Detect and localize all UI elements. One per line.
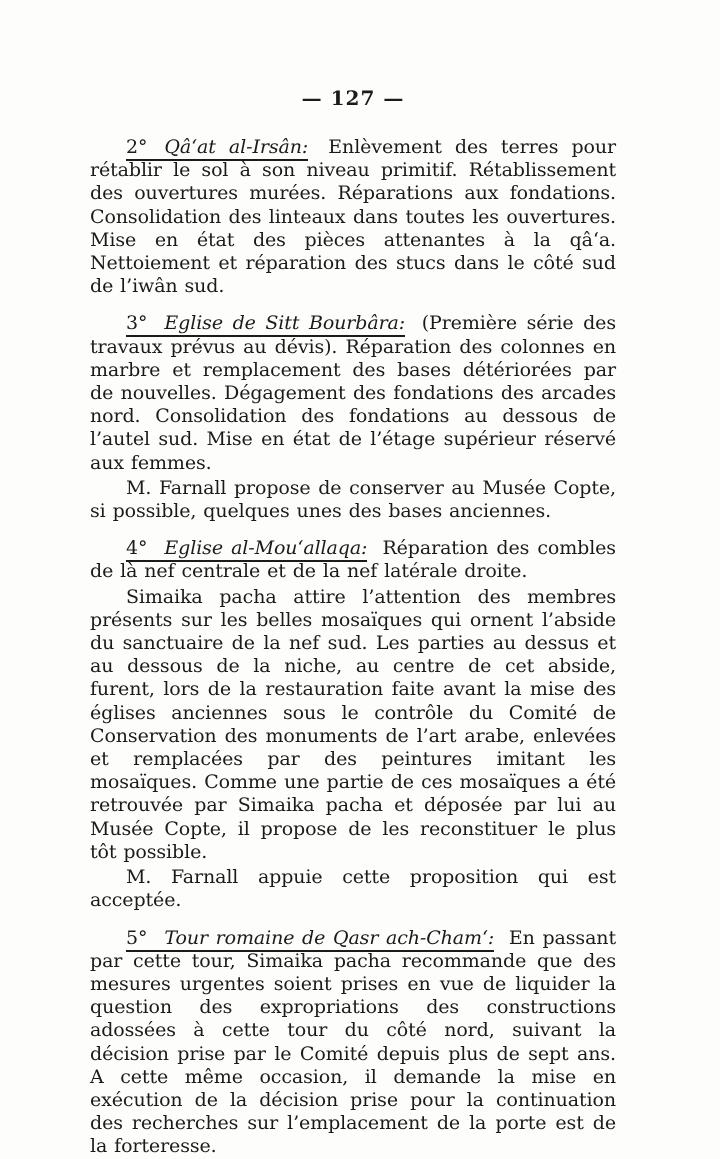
section-heading	[126, 136, 308, 161]
section-body-text: Réparation des combles de là nef centrale et de la nef latérale droite.	[90, 537, 616, 583]
section-number: 3°	[126, 312, 148, 335]
section-paragraph	[90, 312, 616, 474]
section-body-text: En passant par cette tour, Simaika pacha recommande que des mesures urgentes soient prises en vue de liquider la question des expropriations des constructions adossées à cette tour du côté nord, suivant la décision prise par le Comité depuis plus de sept ans. A cette même occasion, il demande la mise en exécution de la décision prise pour la continuation des recherches sur l’emplacement de la porte est de la forteresse.	[90, 926, 616, 1158]
section-4-eglise-al-mouallaqa	[90, 537, 616, 912]
section-number: 5°	[126, 926, 148, 949]
section-2-qaat-al-irsan	[90, 136, 616, 298]
section-5-tour-romaine-qasr-ach-cham	[90, 927, 616, 1159]
section-body-text: Enlèvement des terres pour rétablir le sol à son niveau primitif. Rétablissement des ouvertures murées. Réparations aux fondations. Consolidation des linteaux dans toutes les ouvertures. Mise en état des pièces attenantes à la qâ‘a. Nettoiement et réparation des stucs dans le côté sud de l’iwân sud.	[90, 136, 616, 298]
section-title: Eglise de Sitt Bourbâra:	[164, 312, 406, 335]
section-heading	[126, 927, 494, 952]
section-title: Tour romaine de Qasr ach-Cham‘:	[164, 926, 495, 949]
body-paragraph: M. Farnall appuie cette proposition qui est acceptée.	[90, 866, 616, 912]
section-title: Qâ‘at al-Irsân:	[164, 136, 309, 158]
section-title: Eglise al-Mou‘allaqa:	[164, 537, 368, 560]
section-paragraph	[90, 537, 616, 583]
text-column	[90, 136, 616, 1159]
section-body-text: (Première série des travaux prévus au dévis). Réparation des colonnes en marbre et remplacement des bases détériorées par de nouvelles. Dégagement des fondations des arcades nord. Consolidation des fondations au dessous de l’autel sud. Mise en état de l’étage supérieur réservé aux femmes.	[90, 312, 616, 474]
section-paragraph	[90, 136, 616, 298]
section-number: 2°	[126, 136, 148, 158]
section-paragraph	[90, 927, 616, 1159]
body-paragraph: M. Farnall propose de conserver au Musée Copte, si possible, quelques unes des bases anciennes.	[90, 476, 616, 523]
section-number: 4°	[126, 537, 148, 560]
section-3-eglise-sitt-bourbara	[90, 312, 616, 523]
page-number: — 127 —	[301, 86, 405, 110]
section-heading	[126, 537, 367, 562]
body-paragraph: Simaika pacha attire l’attention des membres présents sur les belles mosaïques qui ornent l’abside du sanctuaire de la nef sud. Les parties au dessus et au dessous de la niche, au centre de cet abside, furent, lors de la restauration faite avant la mise des églises anciennes sous le contrôle du Comité de Conservation des monuments de l’art arabe, enlevées et remplacées par des peintures imitant les mosaïques. Comme une partie de ces mosaïques a été retrouvée par Simaika pacha et déposée par lui au Musée Copte, il propose de les reconstituer le plus tôt possible.	[90, 585, 616, 863]
section-heading	[126, 312, 405, 337]
